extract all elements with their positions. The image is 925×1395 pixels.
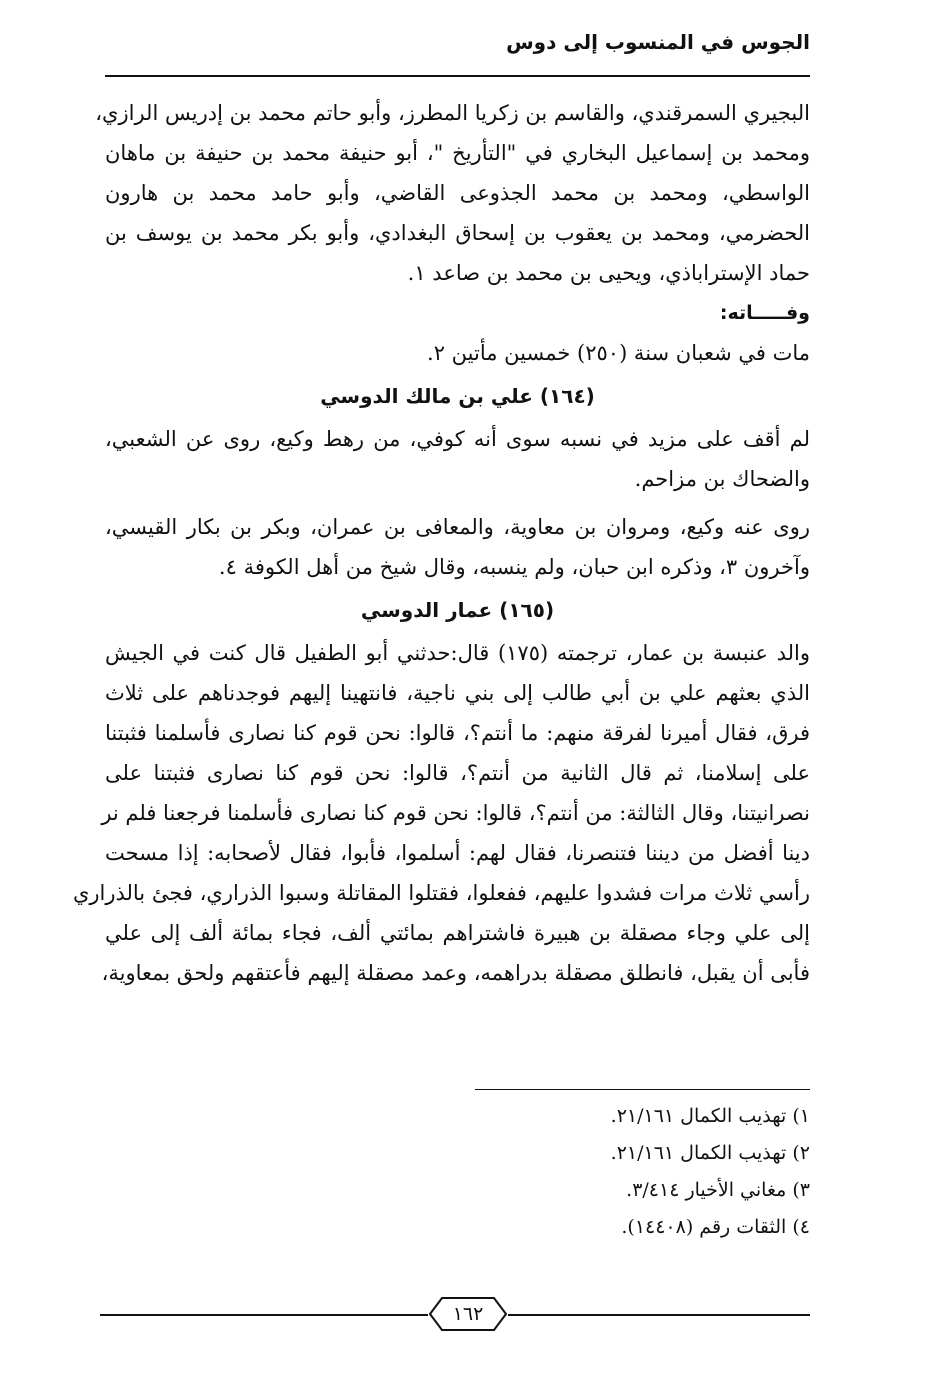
footnote: ٤) الثقات رقم (١٤٤٠٨). <box>621 1216 810 1238</box>
footnote: ٣) مغاني الأخيار ٣/٤١٤. <box>626 1179 810 1201</box>
text-line: رأسي ثلاث مرات فشدوا عليهم، ففعلوا، فقتلوا المقاتلة وسبوا الذراري، فجئ بالذراري <box>72 881 810 905</box>
text-line: الحضرمي، ومحمد بن يعقوب بن إسحاق البغدادي، وأبو بكر محمد بن يوسف بن <box>105 221 810 245</box>
page-number-frame <box>428 1296 508 1332</box>
text-line: إلى علي وجاء مصقلة بن هبيرة فاشتراهم بمائتي ألف، فجاء بمائة ألف إلى علي <box>105 921 810 945</box>
entry-heading-164: (١٦٤) علي بن مالك الدوسي <box>320 384 595 408</box>
text-line: ومحمد بن إسماعيل البخاري في "التأريخ "، أبو حنيفة محمد بن حنيفة بن ماهان <box>105 141 810 165</box>
text-line: البجيري السمرقندي، والقاسم بن زكريا المطرز، وأبو حاتم محمد بن إدريس الرازي، <box>95 101 810 125</box>
running-header-title: الجوس في المنسوب إلى دوس <box>506 30 810 54</box>
text-line: حماد الإستراباذي، ويحيى بن محمد بن صاعد ١. <box>407 261 810 285</box>
text-line: فرق، فقال أميرنا لفرقة منهم: ما أنتم؟، قالوا: نحن قوم كنا نصارى فأسلمنا فثبتنا <box>105 721 810 745</box>
text-line: مات في شعبان سنة (٢٥٠) خمسين مأتين ٢. <box>427 341 810 365</box>
text-line: روى عنه وكيع، ومروان بن معاوية، والمعافى بن عمران، وبكر بن بكار القيسي، <box>105 515 810 539</box>
text-line: دينا أفضل من ديننا فتنصرنا، فقال لهم: أسلموا، فأبوا، فقال لأصحابه: إذا مسحت <box>105 841 810 865</box>
text-line: الذي بعثهم علي بن أبي طالب إلى بني ناجية، فانتهينا إليهم فوجدناهم على ثلاث <box>105 681 810 705</box>
page-number: ١٦٢ <box>452 1303 484 1325</box>
footnotes <box>105 1098 810 1246</box>
header-rule <box>105 75 810 77</box>
text-line: والد عنبسة بن عمار، ترجمته (١٧٥) قال:حدثني أبو الطفيل قال كنت في الجيش <box>105 641 810 665</box>
text-line: على إسلامنا، ثم قال الثانية من أنتم؟، قالوا: نحن قوم كنا نصارى فثبتنا على <box>105 761 810 785</box>
footnote: ٢) تهذيب الكمال ٢١/١٦١. <box>610 1142 810 1164</box>
footnote-separator <box>475 1089 810 1090</box>
footnote: ١) تهذيب الكمال ٢١/١٦١. <box>610 1105 810 1127</box>
entry-heading-165: (١٦٥) عمار الدوسي <box>360 598 555 622</box>
text-line: لم أقف على مزيد في نسبه سوى أنه كوفي، من رهط وكيع، روى عن الشعبي، <box>105 427 810 451</box>
text-line: الواسطي، ومحمد بن محمد الجذوعى القاضي، وأبو حامد محمد بن هارون <box>105 181 810 205</box>
text-line: وآخرون ٣، وذكره ابن حبان، ولم ينسبه، وقال شيخ من أهل الكوفة ٤. <box>218 555 810 579</box>
text-line: نصرانيتنا، وقال الثالثة: من أنتم؟، قالوا: نحن قوم كنا نصارى فأسلمنا فرجعنا فلم نر <box>101 801 810 825</box>
text-line: والضحاك بن مزاحم. <box>634 467 810 491</box>
main-text <box>72 93 810 993</box>
text-line: فأبى أن يقبل، فانطلق مصقلة بدراهمه، وعمد مصقلة إليهم فأعتقهم ولحق بمعاوية، <box>101 961 810 985</box>
section-subheading: وفـــــاته: <box>719 302 810 324</box>
